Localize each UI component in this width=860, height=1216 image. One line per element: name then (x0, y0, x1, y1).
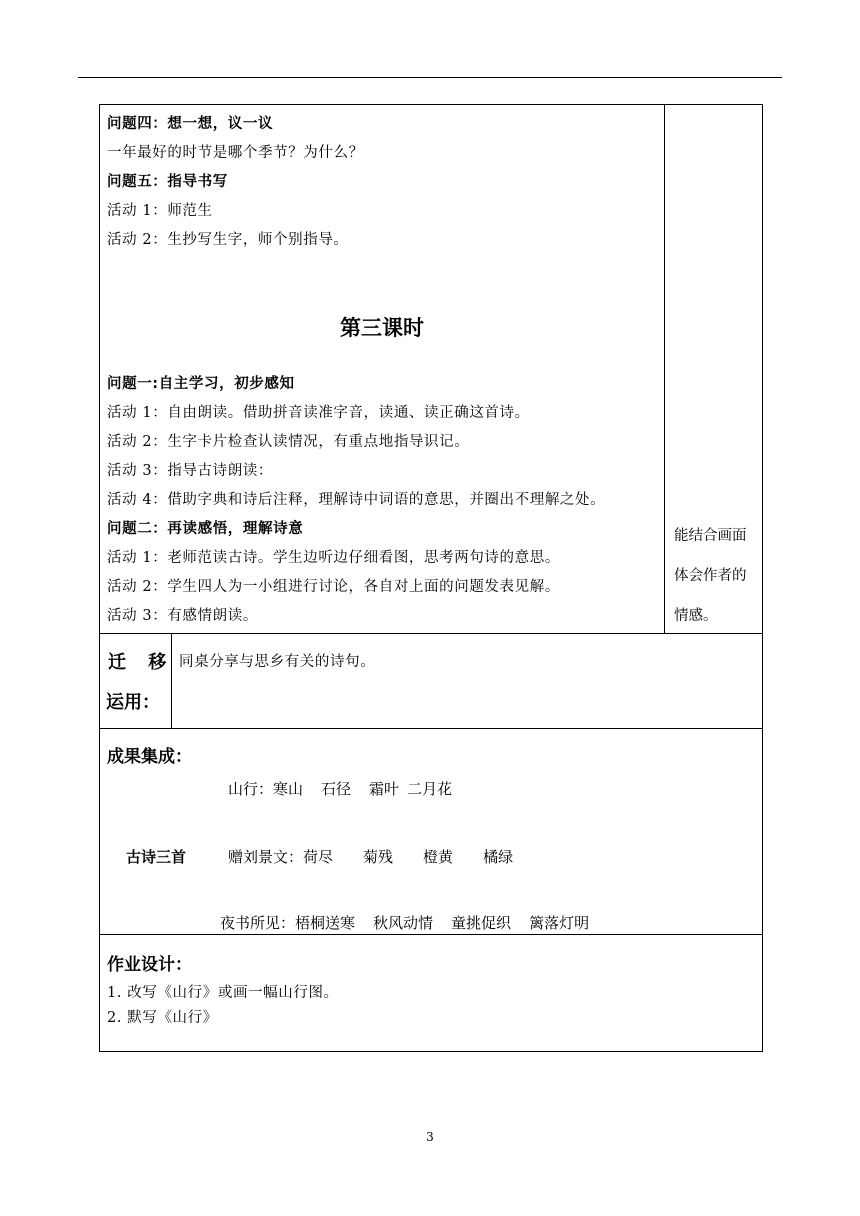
poem2-line (228, 846, 531, 867)
activity-line: 活动 2：学生四人为一小组进行讨论，各自对上面的问题发表见解。 (107, 579, 560, 595)
page-number: 3 (426, 1130, 434, 1144)
poem3-line (220, 912, 607, 933)
activity-line: 活动 1：师范生 (107, 203, 213, 219)
poem2-word: 橙黄 (423, 848, 454, 866)
side-note: 能结合画面体会作者的情感。 (674, 528, 747, 624)
lesson-title: 第三课时 (340, 316, 424, 340)
poem1-word: 二月花 (407, 780, 453, 798)
poem3-word: 梧桐送寒 (295, 914, 356, 932)
poem2-title: 赠刘景文： (228, 848, 304, 866)
poem3-word: 秋风动情 (373, 914, 434, 932)
poem2-word: 橘绿 (483, 848, 514, 866)
transfer-label-1: 迁 移 (108, 652, 175, 673)
question-heading: 问题二：再读感悟，理解诗意 (107, 521, 304, 537)
activity-line: 一年最好的时节是哪个季节？为什么？ (107, 145, 364, 161)
question-heading: 问题四：想一想，议一议 (107, 116, 274, 132)
poem2-word: 菊残 (363, 848, 394, 866)
poem3-title: 夜书所见： (220, 914, 296, 932)
group-label: 古诗三首 (126, 848, 187, 866)
poem3-word: 童挑促织 (451, 914, 512, 932)
homework-item: 1. 改写《山行》或画一幅山行图。 (107, 985, 339, 1001)
poem2-word: 荷尽 (303, 848, 334, 866)
poem1-word: 石径 (321, 780, 352, 798)
poem1-word: 寒山 (273, 780, 304, 798)
transfer-label-2: 运用： (106, 692, 160, 713)
activity-line: 活动 1：自由朗读。借助拼音读准字音，读通、读正确这首诗。 (107, 405, 530, 421)
transfer-content: 同桌分享与思乡有关的诗句。 (179, 654, 376, 670)
homework-item: 2. 默写《山行》 (107, 1010, 218, 1026)
poem1-title: 山行： (228, 780, 274, 798)
activity-line: 活动 2：生字卡片检查认读情况，有重点地指导识记。 (107, 434, 470, 450)
header-rule (78, 77, 782, 78)
activity-line: 活动 4：借助字典和诗后注释，理解诗中词语的意思，并圈出不理解之处。 (107, 492, 606, 508)
poem3-word: 篱落灯明 (529, 914, 590, 932)
activity-line: 活动 3：有感情朗读。 (107, 608, 258, 624)
row-divider-homework (99, 934, 763, 935)
side-column-divider (664, 104, 665, 634)
activity-line: 活动 3：指导古诗朗读： (107, 463, 274, 479)
row-divider-transfer (99, 633, 763, 634)
activity-line: 活动 2：生抄写生字，师个别指导。 (107, 232, 349, 248)
row-divider-results (99, 728, 763, 729)
poem1-line (228, 778, 470, 799)
question-heading: 问题一:自主学习，初步感知 (107, 376, 295, 392)
results-heading: 成果集成： (107, 747, 192, 767)
activity-line: 活动 1：老师范读古诗。学生边听边仔细看图，思考两句诗的意思。 (107, 550, 560, 566)
homework-heading: 作业设计： (107, 955, 192, 975)
question-heading: 问题五：指导书写 (107, 174, 228, 190)
poem1-word: 霜叶 (369, 780, 400, 798)
